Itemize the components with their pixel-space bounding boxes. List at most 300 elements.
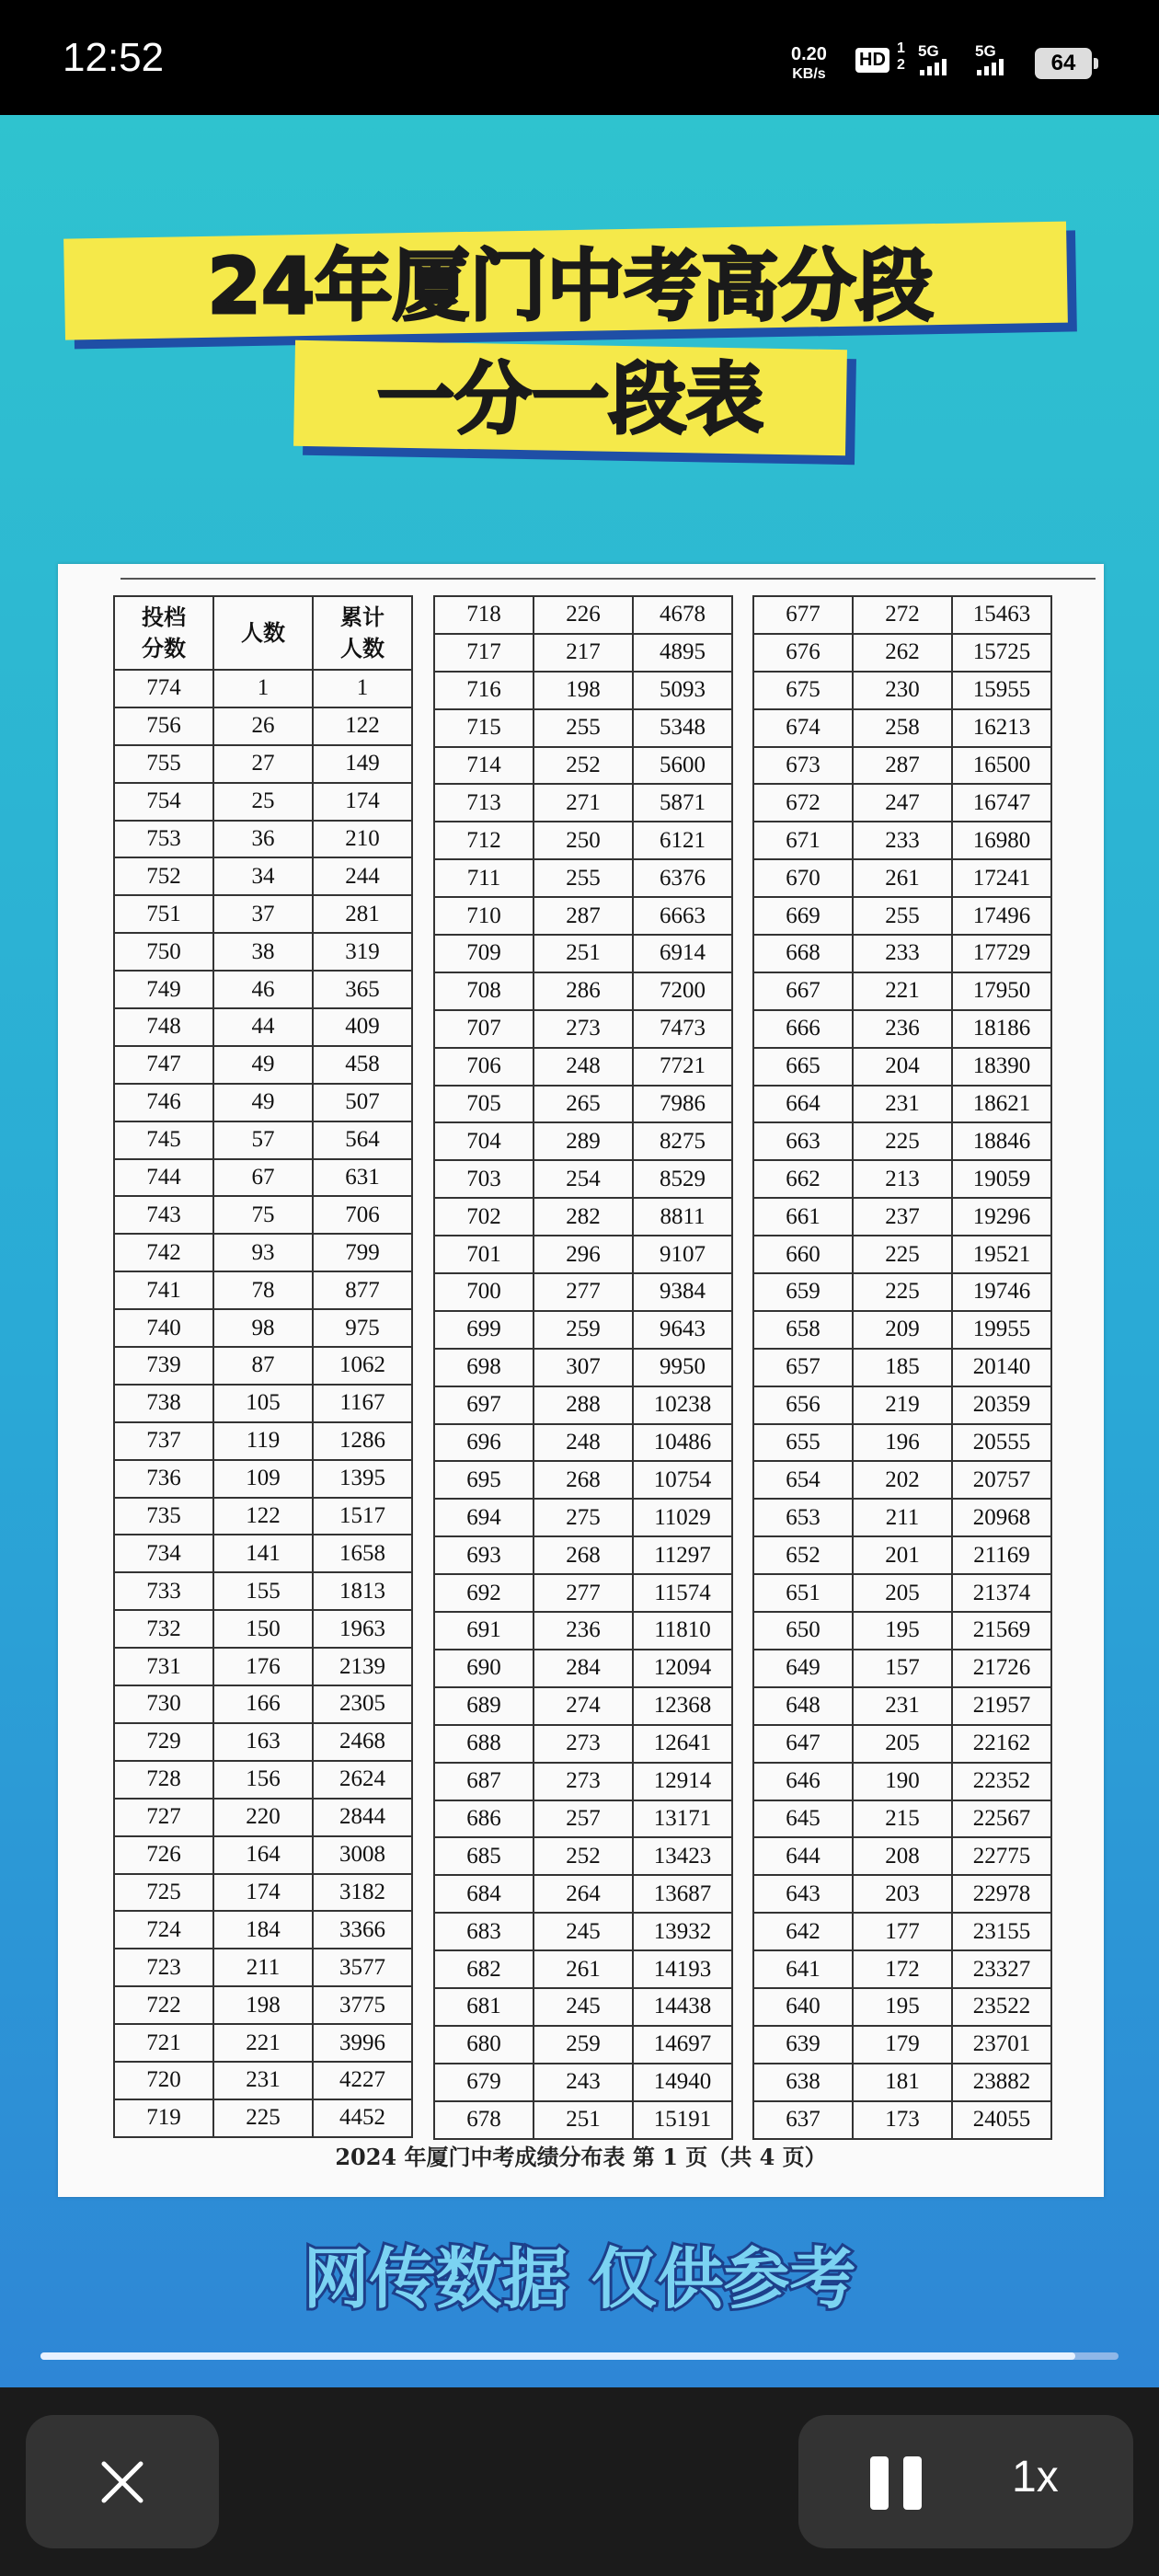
table-row <box>753 1913 1051 1950</box>
cumulative-cell: 9107 <box>633 1236 732 1273</box>
close-icon <box>98 2458 146 2506</box>
score-cell: 693 <box>434 1536 534 1574</box>
cumulative-cell: 15463 <box>952 596 1051 634</box>
cumulative-cell: 15725 <box>952 634 1051 672</box>
count-cell: 264 <box>534 1875 633 1913</box>
score-cell: 713 <box>434 784 534 822</box>
table-row <box>114 1084 412 1121</box>
score-cell: 736 <box>114 1460 213 1498</box>
signal2-label: 5G <box>975 42 996 60</box>
score-table-part1 <box>113 595 413 2138</box>
score-cell: 686 <box>434 1800 534 1838</box>
count-cell: 245 <box>534 1913 633 1950</box>
table-row <box>434 1763 732 1800</box>
score-cell: 663 <box>753 1122 853 1160</box>
score-cell: 716 <box>434 672 534 709</box>
cumulative-cell: 18621 <box>952 1086 1051 1123</box>
table-row <box>114 1309 412 1347</box>
score-cell: 641 <box>753 1950 853 1988</box>
score-cell: 676 <box>753 634 853 672</box>
net-speed-unit: KB/s <box>792 66 826 82</box>
cumulative-cell: 14940 <box>633 2064 732 2101</box>
score-cell: 697 <box>434 1386 534 1424</box>
count-cell: 221 <box>853 972 952 1010</box>
cumulative-cell: 17729 <box>952 935 1051 972</box>
count-cell: 284 <box>534 1650 633 1687</box>
cumulative-cell: 16500 <box>952 747 1051 785</box>
score-distribution-document <box>58 564 1104 2197</box>
table-row <box>114 1685 412 1723</box>
cumulative-cell: 15191 <box>633 2101 732 2139</box>
table-row <box>434 1198 732 1236</box>
score-cell: 655 <box>753 1424 853 1462</box>
playback-controls <box>798 2415 1133 2548</box>
cumulative-cell: 13423 <box>633 1837 732 1875</box>
score-cell: 743 <box>114 1196 213 1234</box>
table-row <box>753 1349 1051 1386</box>
score-cell: 664 <box>753 1086 853 1123</box>
score-cell: 673 <box>753 747 853 785</box>
count-cell: 230 <box>853 672 952 709</box>
count-cell: 252 <box>534 747 633 785</box>
cumulative-cell: 19521 <box>952 1236 1051 1273</box>
table-row <box>753 672 1051 709</box>
count-cell: 273 <box>534 1763 633 1800</box>
count-cell: 93 <box>213 1234 313 1271</box>
score-cell: 724 <box>114 1911 213 1949</box>
table-row <box>753 1236 1051 1273</box>
score-cell: 753 <box>114 821 213 858</box>
count-cell: 1 <box>213 670 313 707</box>
count-cell: 226 <box>534 596 633 634</box>
score-cell: 666 <box>753 1010 853 1048</box>
cumulative-cell: 24055 <box>952 2101 1051 2139</box>
count-cell: 98 <box>213 1309 313 1347</box>
count-cell: 273 <box>534 1725 633 1763</box>
cumulative-cell: 9643 <box>633 1311 732 1349</box>
count-cell: 156 <box>213 1761 313 1799</box>
cumulative-cell: 22162 <box>952 1725 1051 1763</box>
score-cell: 704 <box>434 1122 534 1160</box>
signal2-icon <box>977 59 1004 75</box>
table-row <box>753 1048 1051 1086</box>
table-row <box>434 1048 732 1086</box>
signal1-label: 5G <box>918 42 939 60</box>
cumulative-cell: 507 <box>313 1084 412 1121</box>
score-cell: 677 <box>753 596 853 634</box>
cumulative-cell: 244 <box>313 857 412 895</box>
cumulative-cell: 210 <box>313 821 412 858</box>
count-cell: 289 <box>534 1122 633 1160</box>
cumulative-cell: 13171 <box>633 1800 732 1838</box>
header-count: 人数 <box>213 596 313 670</box>
count-cell: 251 <box>534 935 633 972</box>
table-row <box>114 2024 412 2062</box>
cumulative-cell: 21957 <box>952 1687 1051 1725</box>
cumulative-cell: 9384 <box>633 1273 732 1311</box>
cumulative-cell: 13687 <box>633 1875 732 1913</box>
count-cell: 172 <box>853 1950 952 1988</box>
count-cell: 78 <box>213 1271 313 1309</box>
score-cell: 739 <box>114 1347 213 1385</box>
score-cell: 703 <box>434 1160 534 1198</box>
table-row <box>753 634 1051 672</box>
score-cell: 698 <box>434 1349 534 1386</box>
score-cell: 638 <box>753 2064 853 2101</box>
score-cell: 650 <box>753 1612 853 1650</box>
table-row <box>434 1650 732 1687</box>
cumulative-cell: 17241 <box>952 859 1051 897</box>
cumulative-cell: 2468 <box>313 1723 412 1761</box>
cumulative-cell: 2844 <box>313 1799 412 1836</box>
cumulative-cell: 564 <box>313 1121 412 1159</box>
count-cell: 262 <box>853 634 952 672</box>
cumulative-cell: 11810 <box>633 1612 732 1650</box>
cumulative-cell: 22352 <box>952 1763 1051 1800</box>
count-cell: 163 <box>213 1723 313 1761</box>
score-cell: 710 <box>434 897 534 935</box>
cumulative-cell: 14438 <box>633 1988 732 2026</box>
cumulative-cell: 17496 <box>952 897 1051 935</box>
count-cell: 237 <box>853 1198 952 1236</box>
score-cell: 751 <box>114 895 213 933</box>
score-cell: 740 <box>114 1309 213 1347</box>
table-row <box>434 1010 732 1048</box>
score-cell: 679 <box>434 2064 534 2101</box>
cumulative-cell: 2139 <box>313 1648 412 1685</box>
score-cell: 667 <box>753 972 853 1010</box>
cumulative-cell: 19746 <box>952 1273 1051 1311</box>
score-cell: 657 <box>753 1349 853 1386</box>
cumulative-cell: 6914 <box>633 935 732 972</box>
cumulative-cell: 1813 <box>313 1572 412 1610</box>
cumulative-cell: 2305 <box>313 1685 412 1723</box>
count-cell: 255 <box>534 709 633 747</box>
count-cell: 213 <box>853 1160 952 1198</box>
score-cell: 729 <box>114 1723 213 1761</box>
table-row <box>753 1950 1051 1988</box>
cumulative-cell: 149 <box>313 745 412 783</box>
table-row <box>114 1271 412 1309</box>
score-cell: 688 <box>434 1725 534 1763</box>
score-cell: 658 <box>753 1311 853 1349</box>
table-row <box>434 1499 732 1536</box>
cumulative-cell: 3182 <box>313 1874 412 1912</box>
header-cumulative: 累计人数 <box>313 596 412 670</box>
count-cell: 211 <box>213 1949 313 1986</box>
table-row <box>434 1837 732 1875</box>
count-cell: 268 <box>534 1536 633 1574</box>
count-cell: 196 <box>853 1424 952 1462</box>
table-row <box>434 1988 732 2026</box>
count-cell: 155 <box>213 1572 313 1610</box>
count-cell: 181 <box>853 2064 952 2101</box>
cumulative-cell: 7986 <box>633 1086 732 1123</box>
count-cell: 274 <box>534 1687 633 1725</box>
disclaimer-text: 网传数据 仅供参考 <box>303 2240 856 2317</box>
score-cell: 745 <box>114 1121 213 1159</box>
table-row <box>753 1160 1051 1198</box>
table-row <box>753 935 1051 972</box>
table-row <box>434 1386 732 1424</box>
count-cell: 26 <box>213 707 313 745</box>
table-row <box>114 821 412 858</box>
clock: 12:52 <box>63 35 165 80</box>
table-row <box>753 822 1051 859</box>
cumulative-cell: 5600 <box>633 747 732 785</box>
score-cell: 701 <box>434 1236 534 1273</box>
hd-badge: HD <box>855 48 889 73</box>
table-row <box>434 1236 732 1273</box>
score-cell: 643 <box>753 1875 853 1913</box>
table-row <box>114 1498 412 1535</box>
pause-icon <box>870 2456 889 2510</box>
score-cell: 774 <box>114 670 213 707</box>
table-row <box>753 1386 1051 1424</box>
score-cell: 715 <box>434 709 534 747</box>
video-progress-bar[interactable] <box>40 2352 1119 2360</box>
table-row <box>114 2062 412 2099</box>
table-row <box>114 2099 412 2137</box>
pause-button[interactable] <box>870 2456 924 2510</box>
count-cell: 288 <box>534 1386 633 1424</box>
table-row <box>434 1574 732 1612</box>
cumulative-cell: 365 <box>313 971 412 1008</box>
score-cell: 718 <box>434 596 534 634</box>
score-cell: 725 <box>114 1874 213 1912</box>
score-cell: 733 <box>114 1572 213 1610</box>
count-cell: 252 <box>534 1837 633 1875</box>
table-row <box>434 972 732 1010</box>
count-cell: 261 <box>853 859 952 897</box>
count-cell: 272 <box>853 596 952 634</box>
count-cell: 225 <box>213 2099 313 2137</box>
count-cell: 231 <box>853 1687 952 1725</box>
cumulative-cell: 12641 <box>633 1725 732 1763</box>
count-cell: 27 <box>213 745 313 783</box>
count-cell: 282 <box>534 1198 633 1236</box>
score-cell: 694 <box>434 1499 534 1536</box>
score-cell: 728 <box>114 1761 213 1799</box>
score-cell: 692 <box>434 1574 534 1612</box>
cumulative-cell: 22978 <box>952 1875 1051 1913</box>
score-cell: 711 <box>434 859 534 897</box>
cumulative-cell: 20555 <box>952 1424 1051 1462</box>
table-row <box>753 1198 1051 1236</box>
cumulative-cell: 10486 <box>633 1424 732 1462</box>
table-row <box>434 1160 732 1198</box>
cumulative-cell: 20968 <box>952 1499 1051 1536</box>
cumulative-cell: 319 <box>313 933 412 971</box>
count-cell: 185 <box>853 1349 952 1386</box>
score-cell: 742 <box>114 1234 213 1271</box>
score-cell: 708 <box>434 972 534 1010</box>
table-row <box>434 1311 732 1349</box>
score-cell: 652 <box>753 1536 853 1574</box>
count-cell: 176 <box>213 1648 313 1685</box>
count-cell: 220 <box>213 1799 313 1836</box>
table-row <box>434 1273 732 1311</box>
table-row <box>434 822 732 859</box>
cumulative-cell: 7473 <box>633 1010 732 1048</box>
score-cell: 749 <box>114 971 213 1008</box>
table-row <box>114 1836 412 1874</box>
cumulative-cell: 20757 <box>952 1461 1051 1499</box>
table-row <box>753 1687 1051 1725</box>
table-row <box>753 1725 1051 1763</box>
cumulative-cell: 799 <box>313 1234 412 1271</box>
count-cell: 157 <box>853 1650 952 1687</box>
score-cell: 670 <box>753 859 853 897</box>
cumulative-cell: 5871 <box>633 784 732 822</box>
table-row <box>753 2064 1051 2101</box>
cumulative-cell: 975 <box>313 1309 412 1347</box>
cumulative-cell: 22775 <box>952 1837 1051 1875</box>
score-cell: 727 <box>114 1799 213 1836</box>
table-row <box>434 1536 732 1574</box>
count-cell: 190 <box>853 1763 952 1800</box>
score-cell: 699 <box>434 1311 534 1349</box>
count-cell: 174 <box>213 1874 313 1912</box>
table-row <box>753 596 1051 634</box>
table-row <box>114 670 412 707</box>
score-cell: 750 <box>114 933 213 971</box>
count-cell: 122 <box>213 1498 313 1535</box>
table-row <box>753 1800 1051 1838</box>
score-cell: 645 <box>753 1800 853 1838</box>
score-cell: 661 <box>753 1198 853 1236</box>
count-cell: 265 <box>534 1086 633 1123</box>
count-cell: 277 <box>534 1273 633 1311</box>
cumulative-cell: 7200 <box>633 972 732 1010</box>
count-cell: 236 <box>853 1010 952 1048</box>
cumulative-cell: 409 <box>313 1008 412 1046</box>
score-cell: 678 <box>434 2101 534 2139</box>
table-row <box>434 1875 732 1913</box>
cumulative-cell: 4895 <box>633 634 732 672</box>
score-cell: 706 <box>434 1048 534 1086</box>
count-cell: 286 <box>534 972 633 1010</box>
banner-line1: 24年厦门中考高分段 <box>207 241 934 331</box>
count-cell: 307 <box>534 1349 633 1386</box>
status-bar <box>0 0 1159 115</box>
score-cell: 754 <box>114 783 213 821</box>
cumulative-cell: 10754 <box>633 1461 732 1499</box>
cumulative-cell: 21374 <box>952 1574 1051 1612</box>
count-cell: 150 <box>213 1610 313 1648</box>
count-cell: 221 <box>213 2024 313 2062</box>
score-cell: 672 <box>753 784 853 822</box>
score-cell: 684 <box>434 1875 534 1913</box>
count-cell: 258 <box>853 709 952 747</box>
count-cell: 87 <box>213 1347 313 1385</box>
count-cell: 37 <box>213 895 313 933</box>
score-cell: 714 <box>434 747 534 785</box>
table-row <box>753 1086 1051 1123</box>
count-cell: 259 <box>534 2026 633 2064</box>
count-cell: 231 <box>853 1086 952 1123</box>
net-speed-value: 0.20 <box>791 44 827 64</box>
table-row <box>114 1385 412 1422</box>
score-cell: 696 <box>434 1424 534 1462</box>
score-cell: 691 <box>434 1612 534 1650</box>
cumulative-cell: 2624 <box>313 1761 412 1799</box>
table-row <box>434 1800 732 1838</box>
score-cell: 702 <box>434 1198 534 1236</box>
table-row <box>753 1424 1051 1462</box>
cumulative-cell: 1517 <box>313 1498 412 1535</box>
table-row <box>114 1610 412 1648</box>
table-row <box>114 1234 412 1271</box>
table-row <box>434 1950 732 1988</box>
score-cell: 649 <box>753 1650 853 1687</box>
score-cell: 746 <box>114 1084 213 1121</box>
cumulative-cell: 14697 <box>633 2026 732 2064</box>
table-row <box>434 2101 732 2139</box>
table-row <box>114 933 412 971</box>
score-cell: 642 <box>753 1913 853 1950</box>
count-cell: 245 <box>534 1988 633 2026</box>
table-row <box>434 1122 732 1160</box>
cumulative-cell: 13932 <box>633 1913 732 1950</box>
score-cell: 741 <box>114 1271 213 1309</box>
table-row <box>753 2101 1051 2139</box>
score-cell: 695 <box>434 1461 534 1499</box>
score-cell: 720 <box>114 2062 213 2099</box>
count-cell: 25 <box>213 783 313 821</box>
close-button[interactable] <box>26 2415 219 2548</box>
cumulative-cell: 7721 <box>633 1048 732 1086</box>
count-cell: 209 <box>853 1311 952 1349</box>
playback-speed-button[interactable]: 1x <box>1012 2453 1059 2501</box>
table-row <box>434 1913 732 1950</box>
score-table-part3 <box>752 595 1052 2140</box>
table-row <box>114 895 412 933</box>
cumulative-cell: 9950 <box>633 1349 732 1386</box>
table-row <box>114 1799 412 1836</box>
table-row <box>434 935 732 972</box>
score-cell: 712 <box>434 822 534 859</box>
cumulative-cell: 18846 <box>952 1122 1051 1160</box>
cumulative-cell: 3996 <box>313 2024 412 2062</box>
table-row <box>114 745 412 783</box>
cumulative-cell: 12914 <box>633 1763 732 1800</box>
count-cell: 255 <box>853 897 952 935</box>
score-cell: 723 <box>114 1949 213 1986</box>
score-cell: 653 <box>753 1499 853 1536</box>
signal1-icon <box>920 59 947 75</box>
cumulative-cell: 631 <box>313 1159 412 1197</box>
count-cell: 208 <box>853 1837 952 1875</box>
cumulative-cell: 1 <box>313 670 412 707</box>
table-row <box>114 1761 412 1799</box>
score-cell: 637 <box>753 2101 853 2139</box>
count-cell: 205 <box>853 1574 952 1612</box>
table-row <box>114 1008 412 1046</box>
cumulative-cell: 1167 <box>313 1385 412 1422</box>
score-table-part2 <box>433 595 733 2140</box>
count-cell: 233 <box>853 822 952 859</box>
score-cell: 662 <box>753 1160 853 1198</box>
count-cell: 254 <box>534 1160 633 1198</box>
count-cell: 255 <box>534 859 633 897</box>
cumulative-cell: 23327 <box>952 1950 1051 1988</box>
table-row <box>114 1572 412 1610</box>
cumulative-cell: 19955 <box>952 1311 1051 1349</box>
score-cell: 752 <box>114 857 213 895</box>
table-row <box>753 1273 1051 1311</box>
table-row <box>434 2026 732 2064</box>
